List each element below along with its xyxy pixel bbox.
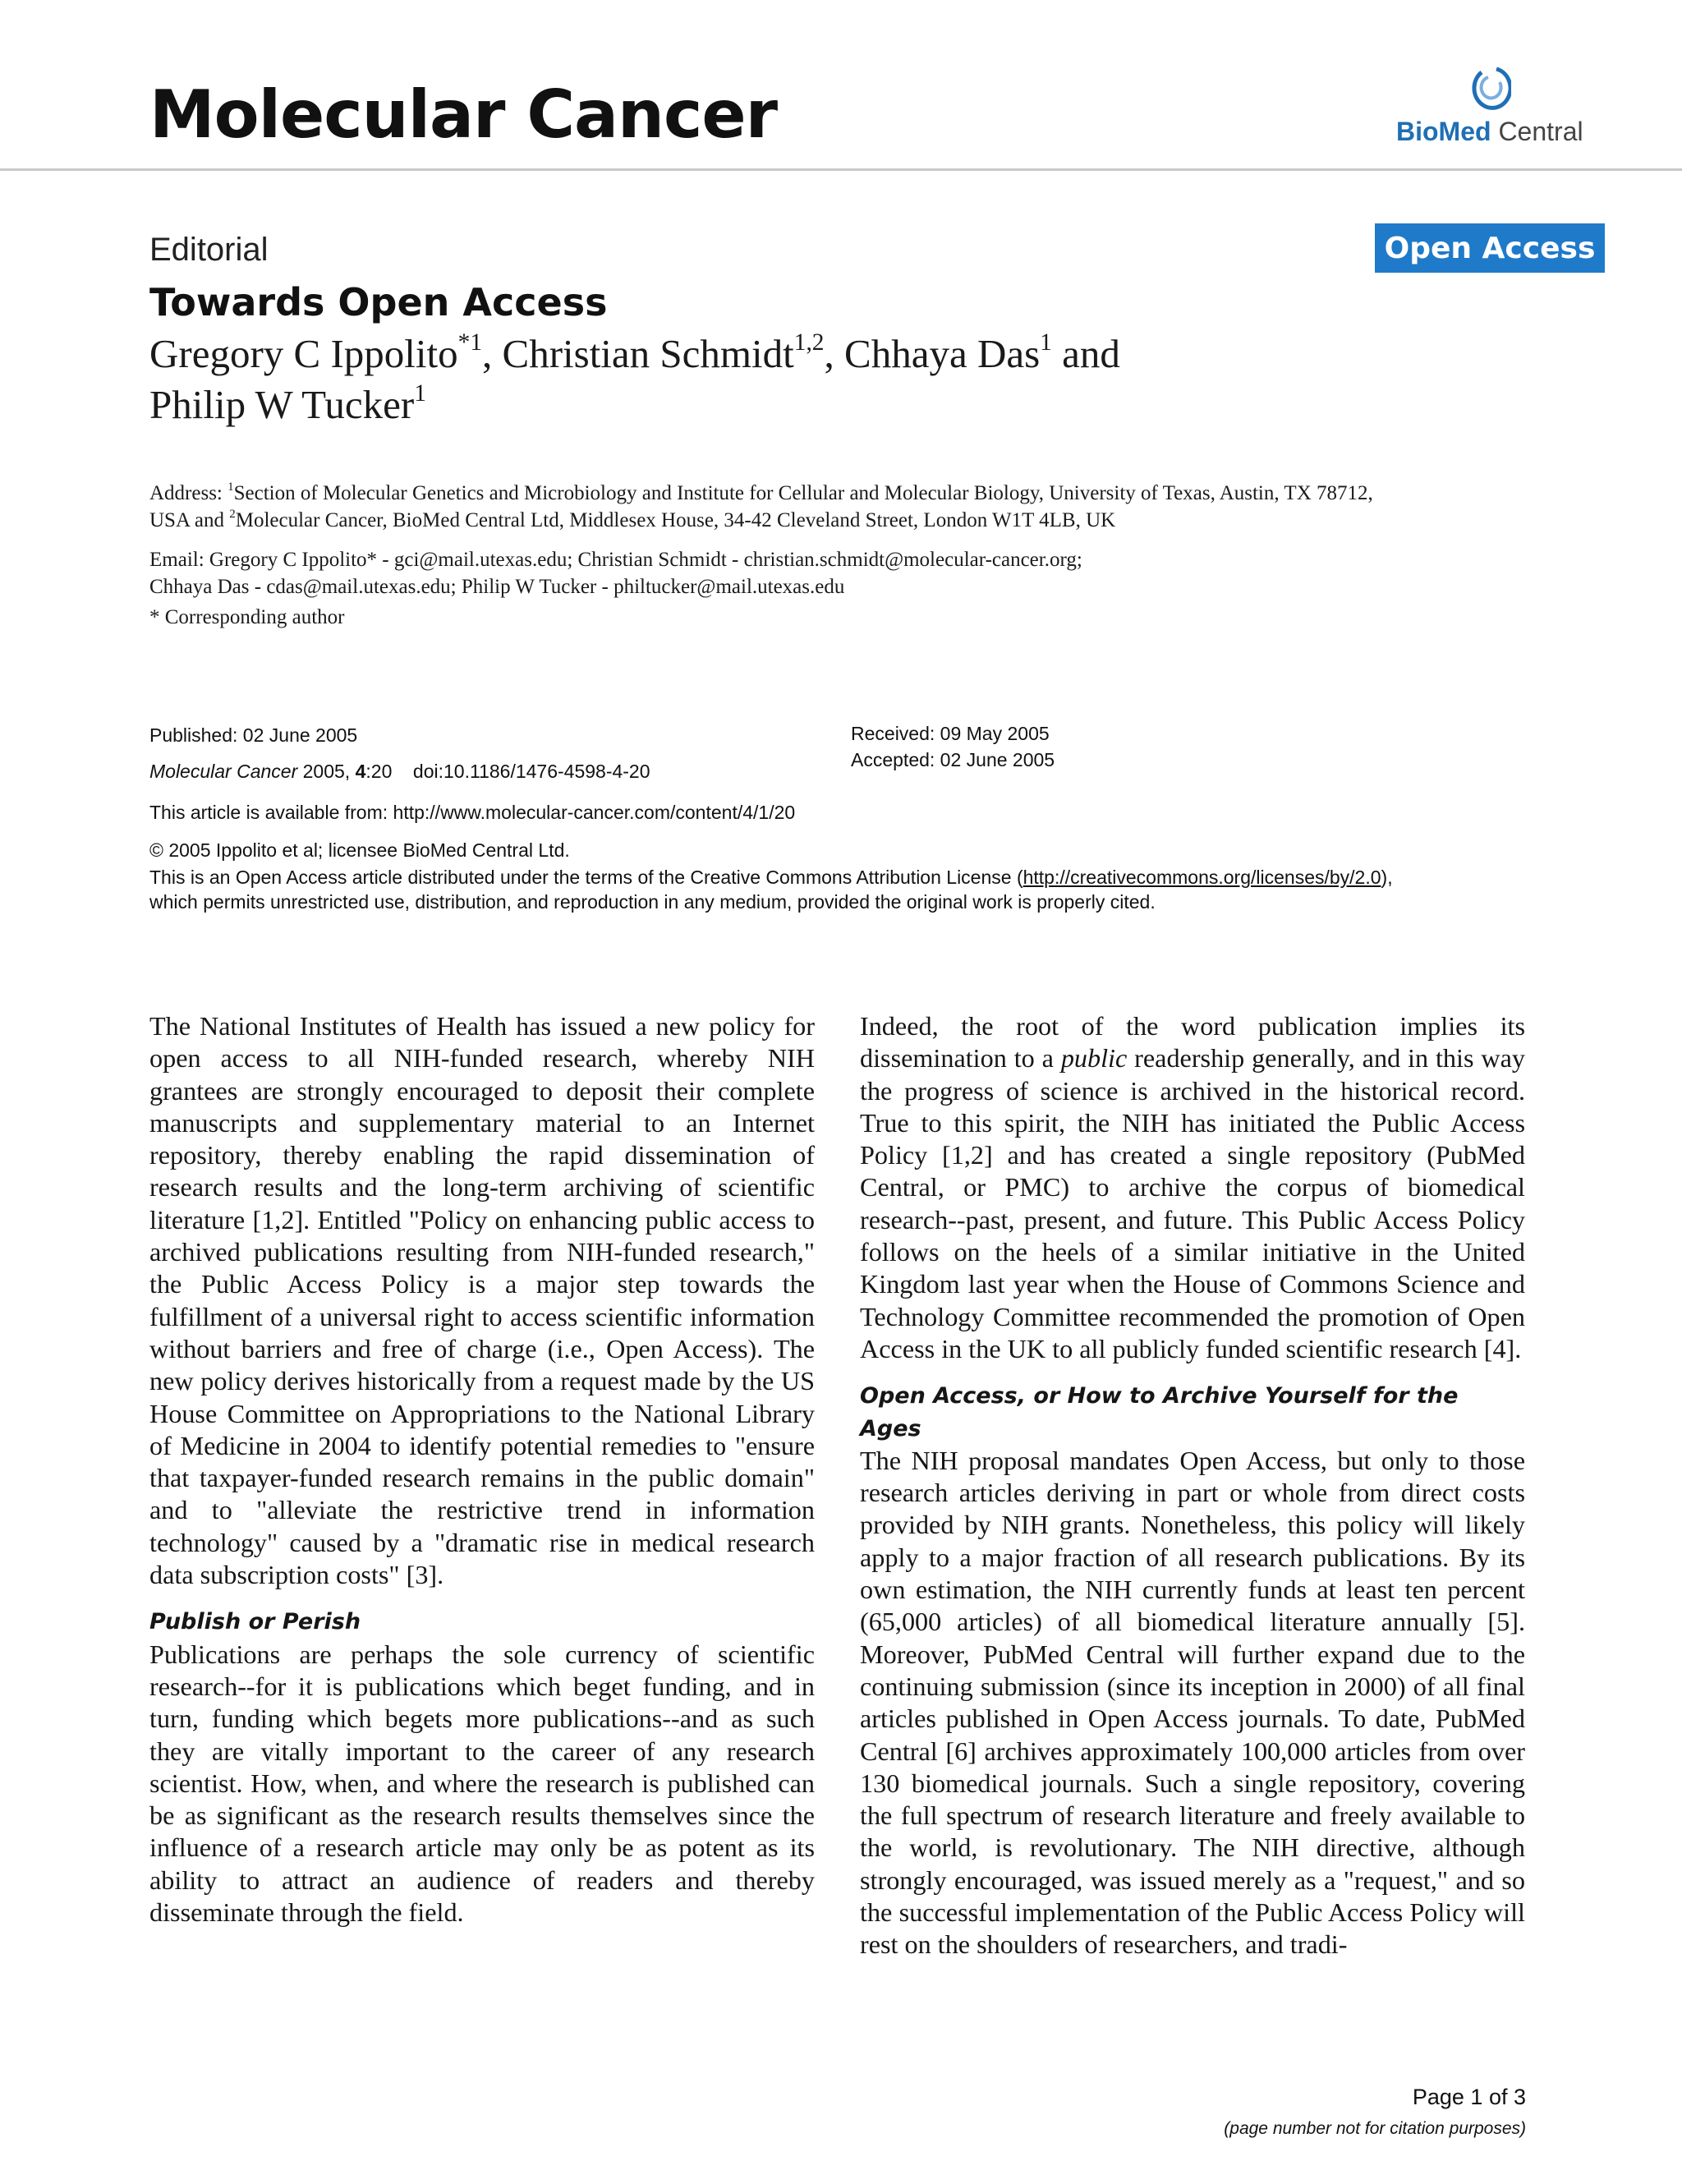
article-title: Towards Open Access xyxy=(149,280,608,324)
license-notice xyxy=(149,865,1546,914)
email-line: Email: Gregory C Ippolito* - gci@mail.utexas.edu; Christian Schmidt - christian.schmidt@molecular-cancer.org; xyxy=(149,549,1082,571)
received-date: Received: 09 May 2005 xyxy=(851,723,1050,744)
author-emails xyxy=(149,546,1529,600)
author-separator: , xyxy=(482,331,503,376)
address-sup: 1 xyxy=(227,480,234,494)
paragraph: The National Institutes of Health has issued a new policy for open access to all NIH-funded research, whereby NIH grantees are strongly encouraged to deposit their complete manuscripts and supplementary material to an Internet repository, thereby enabling the rapid dissemination of research results and the long-term archiving of scientific literature [1,2]. Entitled "Policy on enhancing public access to archived publications resulting from NIH-funded research," the Public Access Policy is a major step towards the fulfillment of a universal right to access scientific information without barriers and free of charge (i.e., Open Access). The new policy derives historically from a request made by the US House Committee on Appropriations to the National Library of Medicine in 2004 to identify potential remedies to "ensure that taxpayer-funded research remains in the public domain" and to "alleviate the restrictive trend in information technology" caused by a "dramatic rise in medical research data subscription costs" [3]. xyxy=(149,1011,815,1590)
license-link[interactable]: http://creativecommons.org/licenses/by/2.0 xyxy=(1023,867,1381,888)
author-name: Chhaya Das xyxy=(844,331,1041,376)
logo-wordmark xyxy=(1396,118,1583,145)
author-name: Gregory C Ippolito xyxy=(149,331,458,376)
published-date: Published: 02 June 2005 xyxy=(149,724,358,746)
page-number-note: (page number not for citation purposes) xyxy=(1224,2119,1526,2138)
license-text: which permits unrestricted use, distribution, and reproduction in any medium, provided the original work is properly cited. xyxy=(149,891,1156,913)
paragraph-emphasis: public xyxy=(1060,1043,1128,1074)
open-access-badge: Open Access xyxy=(1375,223,1605,273)
accepted-date: Accepted: 02 June 2005 xyxy=(851,749,1055,770)
biomed-ring-icon xyxy=(1472,66,1511,110)
article-type: Editorial xyxy=(149,232,269,268)
copyright-notice: © 2005 Ippolito et al; licensee BioMed Central Ltd. xyxy=(149,839,570,861)
page-number: Page 1 of 3 xyxy=(1412,2085,1526,2109)
header-divider xyxy=(0,168,1682,171)
citation-doi: :20 doi:10.1186/1476-4598-4-20 xyxy=(365,761,650,782)
address-sup: 2 xyxy=(229,508,236,522)
email-line: Chhaya Das - cdas@mail.utexas.edu; Philip W Tucker - philtucker@mail.utexas.edu xyxy=(149,576,845,598)
author-affiliation: *1 xyxy=(457,329,483,356)
article-url[interactable]: This article is available from: http://www.molecular-cancer.com/content/4/1/20 xyxy=(149,802,796,823)
author-list xyxy=(149,329,1422,430)
address-text: USA and xyxy=(149,509,230,531)
paragraph: Publications are perhaps the sole currency of scientific research--for it is publications which beget funding, and in turn, funding which begets more publications--and as such they are vitally important to the career of any research scientist. How, when, and where the research is published can be as significant as the research results themselves since the influence of a research article may only be as potent as its ability to attract an audience of readers and thereby disseminate through the field. xyxy=(149,1639,815,1928)
author-separator: and xyxy=(1051,331,1120,376)
affiliation-address xyxy=(149,480,1529,534)
address-label: Address: xyxy=(149,482,228,504)
author-separator: , xyxy=(824,331,845,376)
body-column-left xyxy=(149,1010,815,1929)
license-text: ), xyxy=(1381,867,1393,888)
citation-journal: Molecular Cancer xyxy=(149,761,298,782)
corresponding-author-note: * Corresponding author xyxy=(149,606,345,628)
license-text: This is an Open Access article distributed under the terms of the Creative Commons Attribution License ( xyxy=(149,867,1023,888)
section-heading: Publish or Perish xyxy=(149,1609,361,1635)
section-heading: Open Access, or How to Archive Yourself for the Ages xyxy=(860,1383,1459,1441)
author-affiliation: 1,2 xyxy=(793,329,825,356)
paragraph xyxy=(860,1010,1525,1365)
author-affiliation: 1 xyxy=(414,379,426,407)
author-name: Christian Schmidt xyxy=(502,331,794,376)
address-text: Molecular Cancer, BioMed Central Ltd, Middlesex House, 34-42 Cleveland Street, London W1T 4LB, UK xyxy=(235,509,1116,531)
paragraph-text: Indeed, the root of the word publication implies its dissemination to a xyxy=(860,1011,1525,1074)
citation-year: 2005, xyxy=(297,761,356,782)
biomed-central-logo[interactable] xyxy=(1396,62,1593,153)
journal-title: Molecular Cancer xyxy=(149,76,778,153)
citation-line xyxy=(149,759,650,784)
logo-brand-rest: Central xyxy=(1491,117,1583,146)
body-column-right xyxy=(860,1010,1525,1961)
logo-brand-bold: BioMed xyxy=(1396,117,1491,146)
address-text: Section of Molecular Genetics and Microbiology and Institute for Cellular and Molecular Biology, University of Texas, Austin, TX 78712, xyxy=(233,482,1373,504)
author-affiliation: 1 xyxy=(1040,329,1052,356)
author-name: Philip W Tucker xyxy=(149,382,415,427)
paragraph: The NIH proposal mandates Open Access, but only to those research articles deriving in part or whole from direct costs provided by NIH grants. Nonetheless, this policy will likely apply to a major fraction of all research publications. By its own estimation, the NIH currently funds at least ten percent (65,000 articles) of all biomedical literature annually [5]. Moreover, PubMed Central will further expand due to the continuing submission (since its inception in 2000) of all final articles published in Open Access journals. To date, PubMed Central [6] archives approximately 100,000 articles from over 130 biomedical journals. Such a single repository, covering the full spectrum of research literature and freely available to the world, is revolutionary. The NIH directive, although strongly encouraged, was issued merely as a "request," and so the successful implementation of the Public Access Policy will rest on the shoulders of researchers, and tradi- xyxy=(860,1445,1525,1960)
citation-volume: 4 xyxy=(355,761,366,782)
paragraph-text: readership generally, and in this way the progress of science is archived in the historical record. True to this spirit, the NIH has initiated the Public Access Policy [1,2] and has created a single repository (PubMed Central, or PMC) to archive the corpus of biomedical research--past, present, and future. This Public Access Policy follows on the heels of a similar initiative in the United Kingdom last year when the House of Commons Science and Technology Committee recommended the promotion of Open Access in the UK to all publicly funded scientific research [4]. xyxy=(860,1043,1525,1363)
